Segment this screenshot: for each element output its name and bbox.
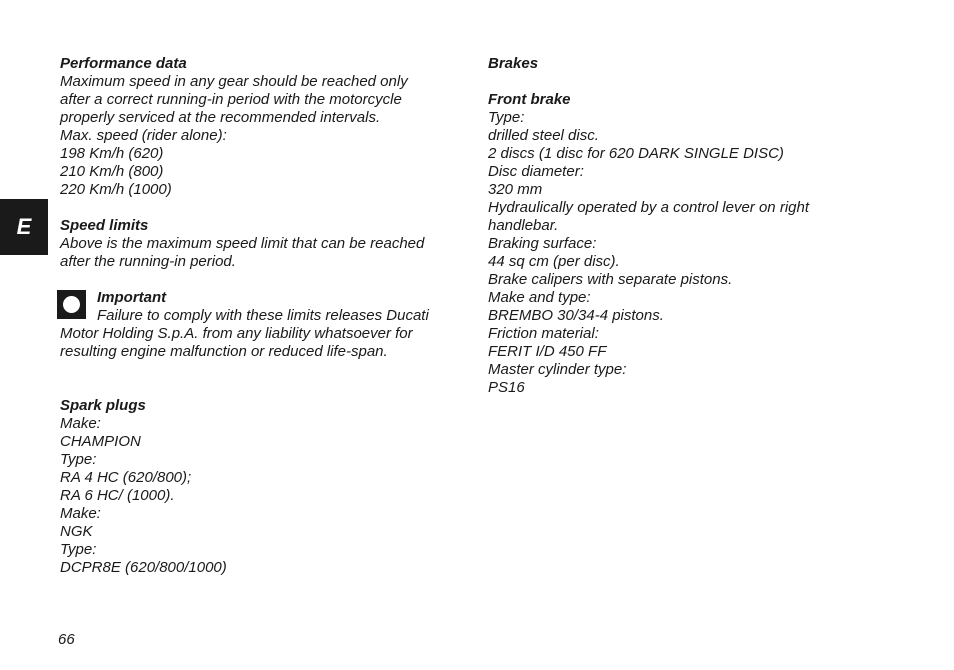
front-brake-line: 2 discs (1 disc for 620 DARK SINGLE DISC) bbox=[488, 145, 784, 162]
front-brake-line: Braking surface: bbox=[488, 235, 597, 252]
performance-line: Maximum speed in any gear should be reached only bbox=[60, 73, 408, 90]
spark-plugs-line: Make: bbox=[60, 505, 101, 522]
important-heading: Important bbox=[97, 289, 167, 306]
performance-line: 198 Km/h (620) bbox=[60, 145, 164, 162]
performance-section bbox=[60, 55, 465, 199]
front-brake-line: Make and type: bbox=[488, 289, 591, 306]
spark-plugs-line: RA 6 HC/ (1000). bbox=[60, 487, 175, 504]
front-brake-section bbox=[488, 91, 888, 397]
important-line: Motor Holding S.p.A. from any liability whatsoever for bbox=[60, 325, 413, 342]
spark-plugs-line: Make: bbox=[60, 415, 101, 432]
performance-line: 220 Km/h (1000) bbox=[60, 181, 172, 198]
spark-plugs-line: NGK bbox=[60, 523, 93, 540]
speed-limits-section bbox=[60, 217, 465, 271]
performance-heading: Performance data bbox=[60, 55, 187, 72]
front-brake-line: Disc diameter: bbox=[488, 163, 584, 180]
performance-line: properly serviced at the recommended intervals. bbox=[60, 109, 381, 126]
front-brake-line: BREMBO 30/34-4 pistons. bbox=[488, 307, 664, 324]
spark-plugs-heading: Spark plugs bbox=[60, 397, 146, 414]
spark-plugs-line: Type: bbox=[60, 451, 97, 468]
important-line: resulting engine malfunction or reduced life-span. bbox=[60, 343, 388, 360]
front-brake-line: Type: bbox=[488, 109, 525, 126]
section-tab: E bbox=[0, 199, 48, 255]
spark-plugs-line: DCPR8E (620/800/1000) bbox=[60, 559, 227, 576]
front-brake-line: FERIT I/D 450 FF bbox=[488, 343, 607, 360]
spark-plugs-line: RA 4 HC (620/800); bbox=[60, 469, 192, 486]
spark-plugs-line: CHAMPION bbox=[60, 433, 141, 450]
performance-line: 210 Km/h (800) bbox=[60, 163, 164, 180]
front-brake-line: Master cylinder type: bbox=[488, 361, 627, 378]
front-brake-line: 44 sq cm (per disc). bbox=[488, 253, 620, 270]
performance-line: after a correct running-in period with the motorcycle bbox=[60, 91, 402, 108]
left-column bbox=[60, 55, 465, 577]
front-brake-line: handlebar. bbox=[488, 217, 559, 234]
important-note bbox=[60, 289, 465, 361]
front-brake-line: 320 mm bbox=[488, 181, 543, 198]
right-column bbox=[488, 55, 888, 397]
front-brake-line: PS16 bbox=[488, 379, 525, 396]
speed-limits-line: Above is the maximum speed limit that can be reached bbox=[60, 235, 425, 252]
important-line: Failure to comply with these limits releases Ducati bbox=[97, 307, 429, 324]
front-brake-line: Brake calipers with separate pistons. bbox=[488, 271, 733, 288]
performance-line: Max. speed (rider alone): bbox=[60, 127, 227, 144]
front-brake-line: Friction material: bbox=[488, 325, 599, 342]
front-brake-line: Hydraulically operated by a control lever on right bbox=[488, 199, 809, 216]
front-brake-line: drilled steel disc. bbox=[488, 127, 599, 144]
spark-plugs-line: Type: bbox=[60, 541, 97, 558]
speed-limits-heading: Speed limits bbox=[60, 217, 149, 234]
spark-plugs-section bbox=[60, 397, 465, 577]
front-brake-heading: Front brake bbox=[488, 91, 571, 108]
page-number: 66 bbox=[58, 631, 75, 648]
speed-limits-line: after the running-in period. bbox=[60, 253, 236, 270]
brakes-heading: Brakes bbox=[488, 55, 539, 72]
warning-icon bbox=[57, 290, 86, 319]
